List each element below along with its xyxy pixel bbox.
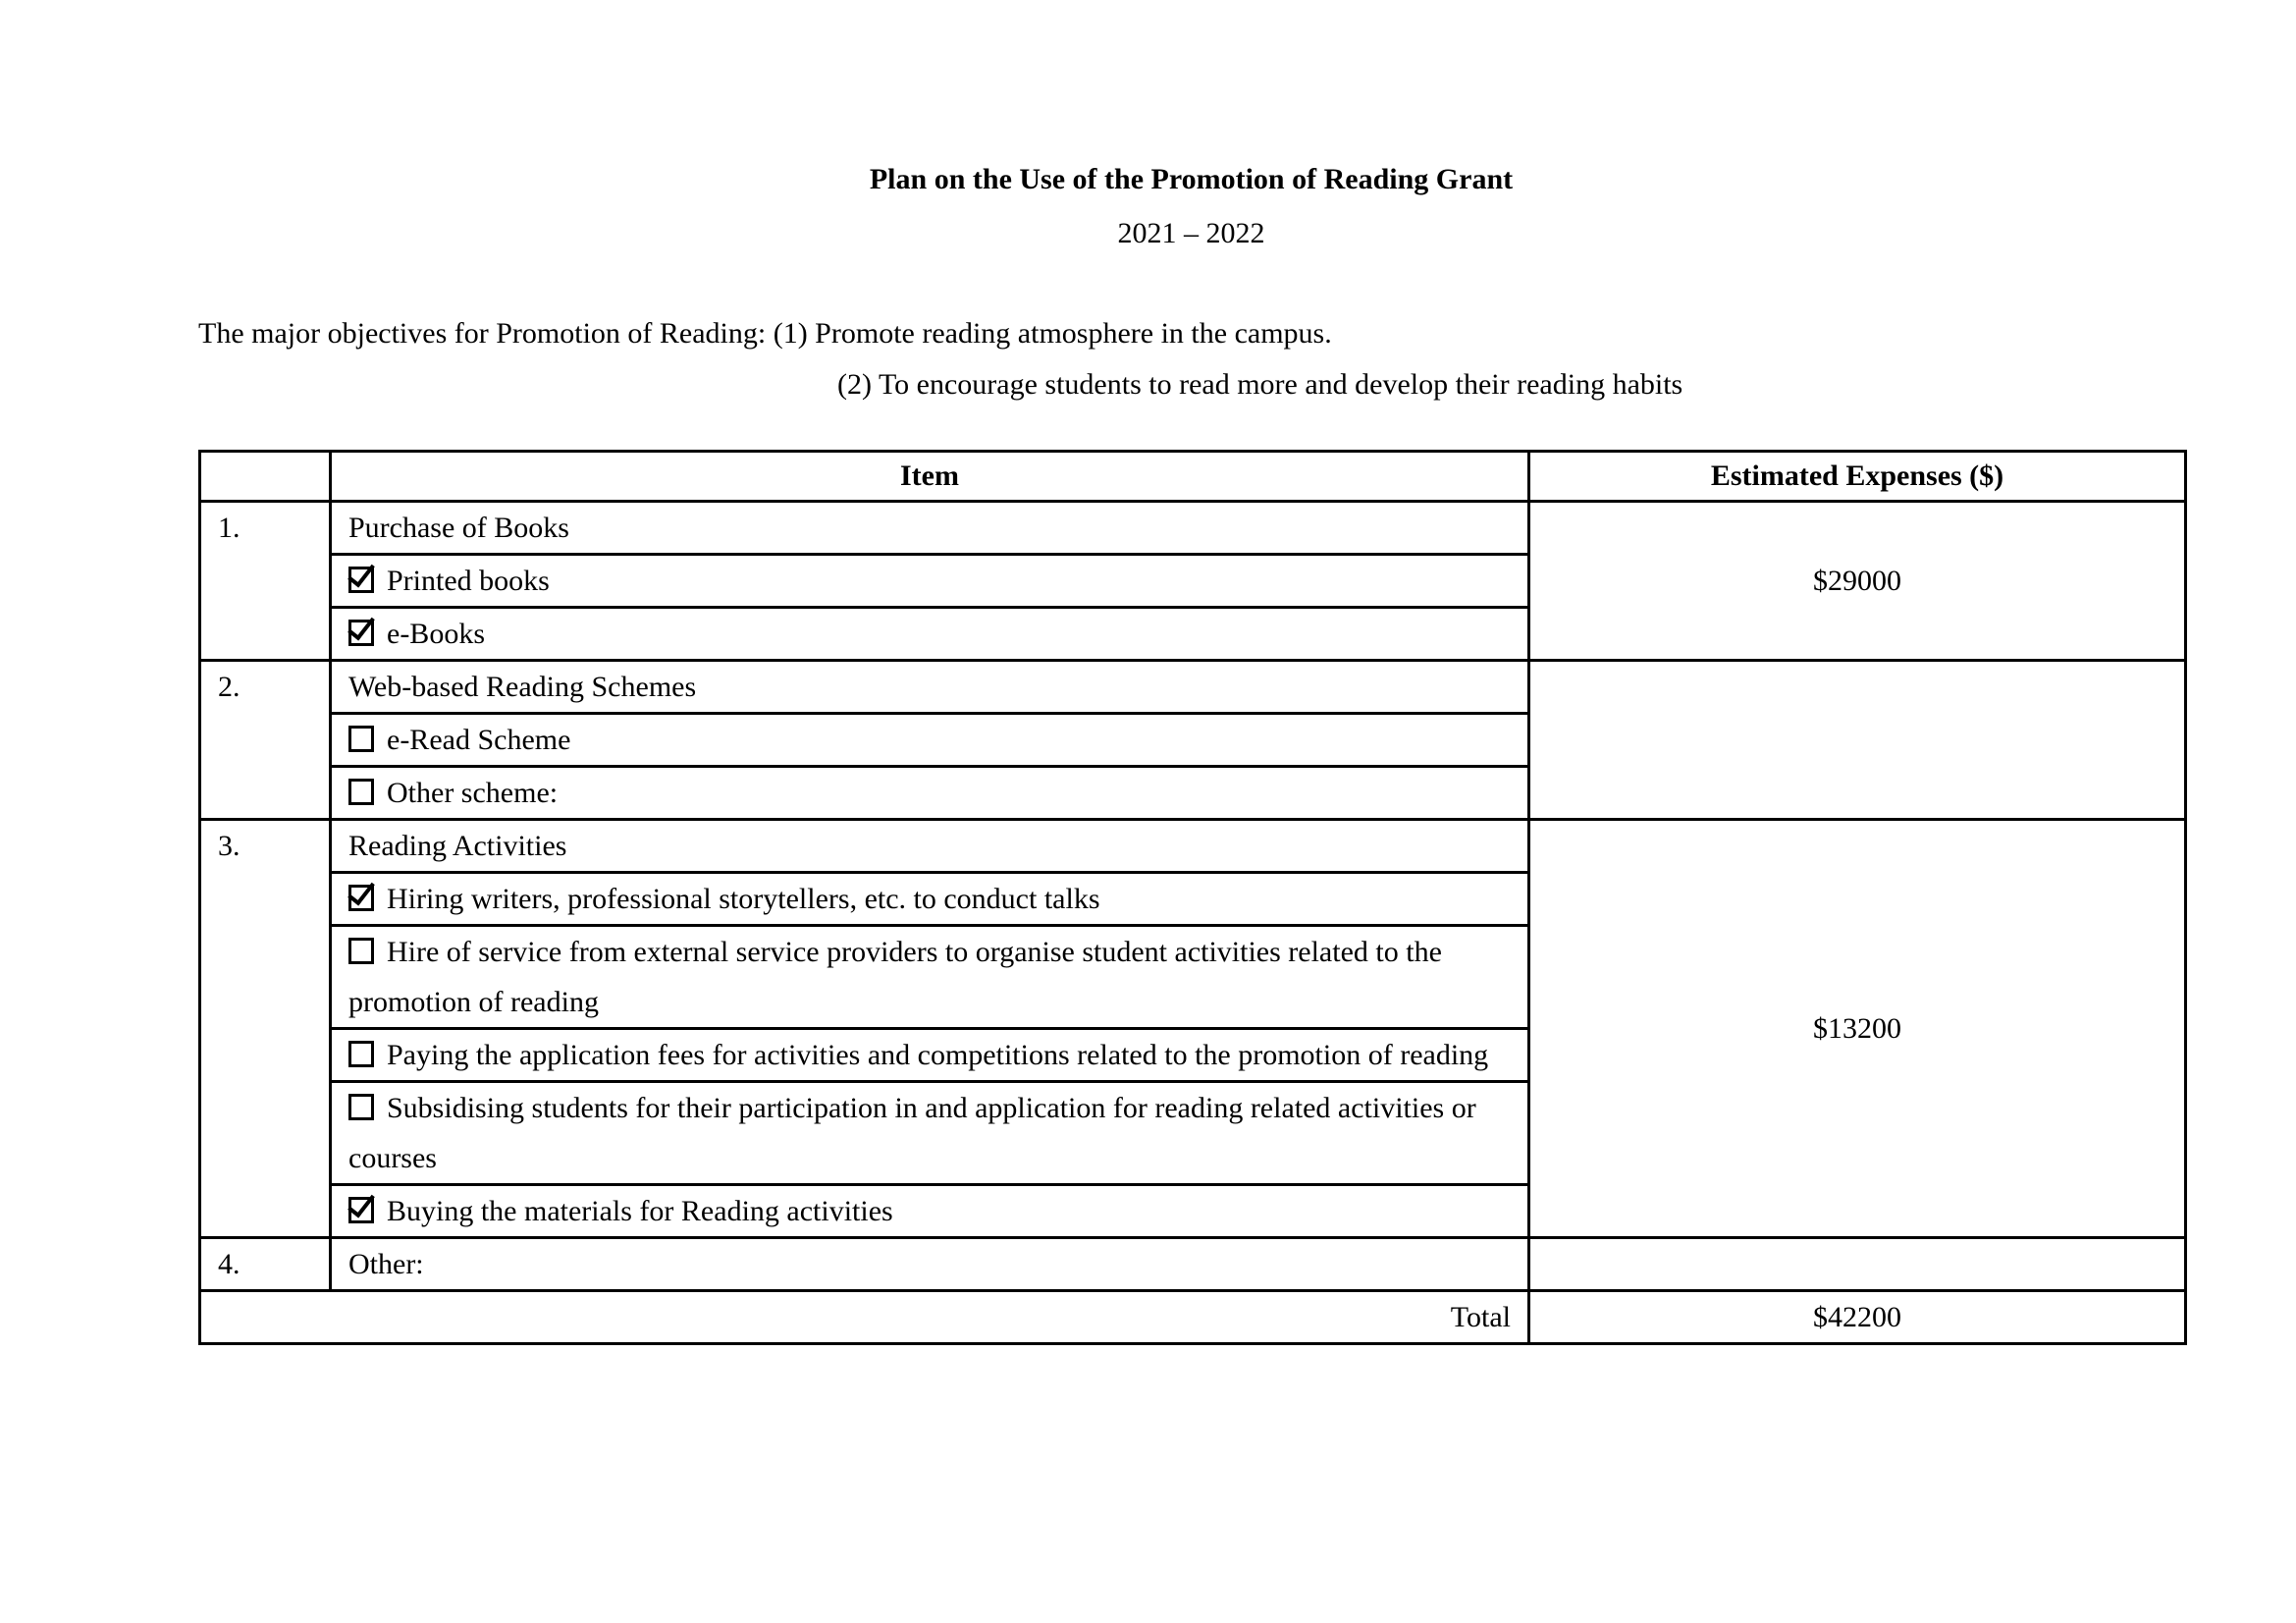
row-number: 1. — [200, 502, 331, 661]
objectives-line-1 — [198, 308, 2184, 359]
doc-school-year: 2021 – 2022 — [1117, 217, 1265, 249]
item-cell — [331, 714, 1529, 767]
checkbox-unchecked-icon[interactable] — [348, 779, 374, 805]
objectives-intro: The major objectives for Promotion of Reading: — [198, 317, 774, 350]
item-label: Printed books — [387, 565, 550, 597]
item-label: Hiring writers, professional storytellers, etc. to conduct talks — [387, 883, 1100, 915]
table-header-row — [200, 452, 2186, 502]
item-cell — [331, 873, 1529, 926]
item-cell — [331, 1029, 1529, 1082]
item-label: e-Books — [387, 618, 485, 650]
item-label: Other: — [348, 1248, 424, 1280]
item-label: Subsidising students for their participation in and application for reading related activities or courses — [348, 1092, 1476, 1174]
header-item: Item — [331, 452, 1529, 502]
item-label: Paying the application fees for activities and competitions related to the promotion of reading — [387, 1039, 1489, 1071]
header-number-cell — [200, 452, 331, 502]
item-cell — [331, 1185, 1529, 1238]
document-content — [198, 0, 2184, 1345]
item-cell — [331, 502, 1529, 555]
doc-title: Plan on the Use of the Promotion of Reading Grant — [869, 163, 1514, 195]
table-row — [200, 502, 2186, 555]
expense-value: $29000 — [1529, 502, 2186, 661]
checkbox-unchecked-icon[interactable] — [348, 726, 374, 752]
objective-1: (1) Promote reading atmosphere in the campus. — [773, 317, 1332, 350]
row-number: 2. — [200, 661, 331, 820]
item-label: Purchase of Books — [348, 512, 569, 544]
item-label: Hire of service from external service providers to organise student activities related to the promotion of reading — [348, 936, 1442, 1018]
checkbox-unchecked-icon[interactable] — [348, 1094, 374, 1120]
checkbox-unchecked-icon[interactable] — [348, 938, 374, 964]
item-cell — [331, 820, 1529, 873]
item-label: Web-based Reading Schemes — [348, 671, 697, 703]
item-label: e-Read Scheme — [387, 724, 571, 756]
table-row — [200, 1238, 2186, 1291]
checkbox-unchecked-icon[interactable] — [348, 1041, 374, 1067]
item-cell — [331, 608, 1529, 661]
item-cell — [331, 661, 1529, 714]
total-label: Total — [200, 1291, 1529, 1344]
item-cell — [331, 767, 1529, 820]
item-cell — [331, 1238, 1529, 1291]
row-number: 4. — [200, 1238, 331, 1291]
item-cell — [331, 1082, 1529, 1185]
total-row — [200, 1291, 2186, 1344]
expense-value: $13200 — [1529, 820, 2186, 1238]
objective-2: (2) To encourage students to read more and develop their reading habits — [837, 368, 1683, 401]
checkbox-checked-icon[interactable] — [348, 567, 374, 593]
item-cell — [331, 926, 1529, 1029]
total-value: $42200 — [1529, 1291, 2186, 1344]
item-label: Other scheme: — [387, 777, 559, 809]
header-expenses: Estimated Expenses ($) — [1529, 452, 2186, 502]
item-label: Buying the materials for Reading activities — [387, 1195, 893, 1227]
grant-table-body — [200, 502, 2186, 1344]
doc-header — [198, 0, 2184, 253]
checkbox-checked-icon[interactable] — [348, 620, 374, 646]
expense-value — [1529, 1238, 2186, 1291]
item-cell — [331, 555, 1529, 608]
checkbox-checked-icon[interactable] — [348, 885, 374, 911]
table-row — [200, 661, 2186, 714]
item-label: Reading Activities — [348, 830, 567, 862]
expense-value — [1529, 661, 2186, 820]
objectives — [198, 308, 2184, 410]
table-row — [200, 820, 2186, 873]
grant-table — [198, 450, 2187, 1345]
row-number: 3. — [200, 820, 331, 1238]
checkbox-checked-icon[interactable] — [348, 1197, 374, 1223]
